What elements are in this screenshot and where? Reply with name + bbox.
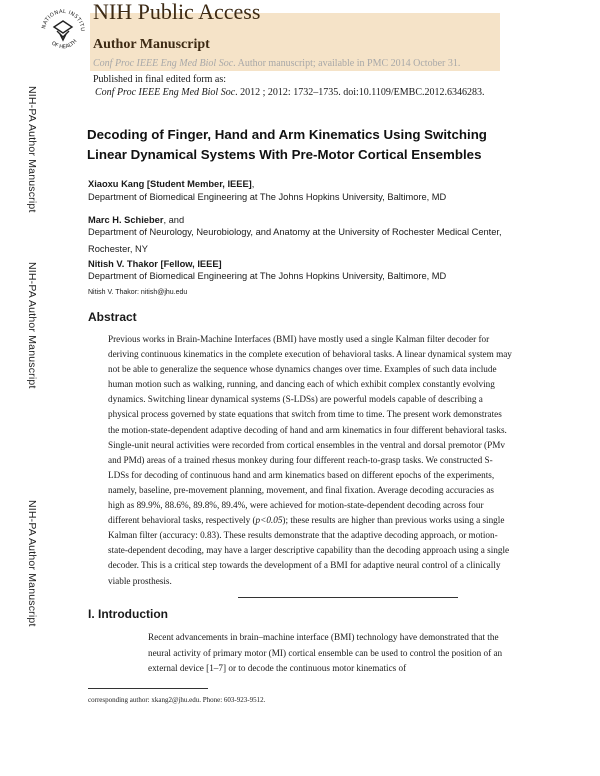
published-label: Published in final edited form as: [93, 74, 227, 85]
svg-text:OF HEALTH: OF HEALTH [50, 38, 79, 51]
footnote-divider [88, 688, 208, 689]
affiliation-2: Department of Neurology, Neurobiology, and Anatomy at the University of Rochester Medical Center, Rochester, NY [88, 227, 502, 254]
side-label-2: NIH-PA Author Manuscript [26, 262, 38, 389]
affiliation-1: Department of Biomedical Engineering at The Johns Hopkins University, Baltimore, MD [88, 192, 447, 202]
nih-seal-logo [38, 4, 88, 54]
abstract-heading: Abstract [88, 310, 137, 324]
author-3: Nitish V. Thakor [Fellow, IEEE] [88, 259, 222, 269]
paper-title: Decoding of Finger, Hand and Arm Kinematics Using Switching Linear Dynamical Systems With Pre-Motor Cortical Ensembles [87, 127, 487, 162]
intro-heading: I. Introduction [88, 607, 168, 621]
affiliation-3: Department of Biomedical Engineering at The Johns Hopkins University, Baltimore, MD [88, 271, 447, 281]
abstract-body: Previous works in Brain-Machine Interfaces (BMI) have mostly used a single Kalman filter decoder for deriving continuous kinematics in the complete execution of behavioral tasks. A linear dynamical system may not be able to generalize the sequence whose dynamics changes over time. Examples of such data include human motion such as walking, running, and dancing each of which exhibit complex constantly evolving dynamics. Switching linear dynamical systems (S-LDSs) are powerful models capable of describing a physical process governed by state equations that switch from time to time. The present work demonstrates the motion-state-dependent adaptive decoding of hand and arm kinematics in four different behavioral tasks. Single-unit neural activities were recorded from cortical ensembles in the ventral and dorsal premotor (PMv and PMd) areas of a trained rhesus monkey during four different reach-to-grasp tasks. We constructed S-LDSs for decoding of continuous hand and arm kinematics based on different epochs of the experiments, namely, baseline, pre-movement planning, movement, and final fixation. Average decoding accuracies as high as 89.9%, 88.6%, 89.8%, 89.4%, were achieved for motion-state-dependent decoding across four different behavioral tasks, respectively (p<0.05); these results are higher than previous works using a single Kalman filter (accuracy: 0.83). These results demonstrate that the adaptive decoding approach, or motion-state-dependent decoding, may have a larger descriptive capability than the decoding approach using a single decoder. This is a critical step towards the development of a BMI for adaptive neural control of a clinically viable prosthesis. [108, 334, 512, 586]
side-label-3: NIH-PA Author Manuscript [26, 500, 38, 627]
section-divider [238, 597, 458, 598]
published-citation: Conf Proc IEEE Eng Med Biol Soc. 2012 ; 2012: 1732–1735. doi:10.1109/EMBC.2012.6346283. [95, 87, 485, 98]
svg-text:NATIONAL INSTITUTES [38, 4, 85, 32]
intro-body: Recent advancements in brain–machine interface (BMI) technology have demonstrated that the neural activity of primary motor (MI) cortical ensemble can be used to control the position of an external device [1–7] or to decode the continuous motor kinematics of [148, 632, 503, 674]
logo-arc-text: NATIONAL INSTITU [41, 8, 86, 32]
header-subtitle: Author Manuscript [93, 37, 210, 52]
author-1: Xiaoxu Kang [Student Member, IEEE], [88, 179, 255, 189]
footnote: corresponding author: xkang2@jhu.edu. Phone: 603-923-9512. [88, 696, 266, 704]
header-citation: Conf Proc IEEE Eng Med Biol Soc. Author manuscript; available in PMC 2014 October 31. [93, 58, 461, 69]
header-title: NIH Public Access [93, 0, 261, 24]
side-label-1: NIH-PA Author Manuscript [26, 86, 38, 213]
author-2: Marc H. Schieber, and [88, 215, 185, 225]
contact-email: Nitish V. Thakor: nitish@jhu.edu [88, 289, 188, 296]
